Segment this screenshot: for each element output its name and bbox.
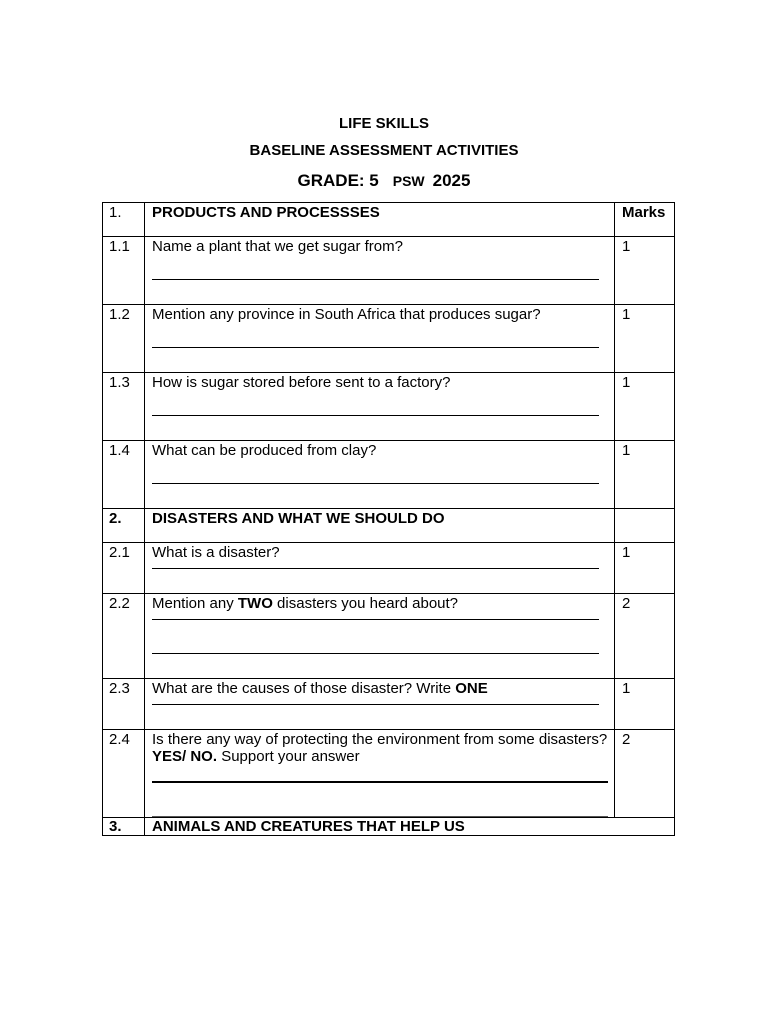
assessment-table bbox=[102, 202, 675, 836]
question-cell bbox=[145, 543, 615, 594]
answer-line[interactable] bbox=[152, 415, 599, 416]
subject-title: LIFE SKILLS bbox=[339, 115, 429, 132]
section-title: ANIMALS AND CREATURES THAT HELP US bbox=[145, 818, 675, 836]
section-header-row bbox=[103, 203, 675, 237]
question-cell bbox=[145, 441, 615, 509]
question-cell bbox=[145, 730, 615, 818]
question-row bbox=[103, 679, 675, 730]
question-cell bbox=[145, 305, 615, 373]
assessment-title: BASELINE ASSESSMENT ACTIVITIES bbox=[249, 142, 519, 159]
question-text: Mention any province in South Africa that produces sugar? bbox=[152, 306, 541, 323]
question-number: 2.4 bbox=[103, 730, 145, 818]
question-row bbox=[103, 730, 675, 818]
marks-header: Marks bbox=[615, 203, 675, 237]
answer-line[interactable] bbox=[152, 781, 608, 783]
answer-line[interactable] bbox=[152, 347, 599, 348]
question-row bbox=[103, 305, 675, 373]
section-title: DISASTERS AND WHAT WE SHOULD DO bbox=[145, 509, 615, 543]
question-marks: 2 bbox=[615, 730, 675, 818]
question-number: 1.2 bbox=[103, 305, 145, 373]
question-number: 2.1 bbox=[103, 543, 145, 594]
grade-line bbox=[0, 171, 768, 191]
section-number: 2. bbox=[103, 509, 145, 543]
question-text: What can be produced from clay? bbox=[152, 442, 377, 459]
answer-line[interactable] bbox=[152, 279, 599, 280]
question-row bbox=[103, 237, 675, 305]
answer-line[interactable] bbox=[152, 483, 599, 484]
section-number: 1. bbox=[103, 203, 145, 237]
psw-label: PSW bbox=[392, 173, 425, 189]
question-row bbox=[103, 543, 675, 594]
answer-line[interactable] bbox=[152, 568, 599, 569]
grade-label: GRADE: 5 bbox=[297, 171, 379, 190]
question-row bbox=[103, 594, 675, 679]
question-text: Name a plant that we get sugar from? bbox=[152, 238, 403, 255]
question-marks: 1 bbox=[615, 373, 675, 441]
question-text: What is a disaster? bbox=[152, 544, 280, 561]
question-number: 1.4 bbox=[103, 441, 145, 509]
question-cell bbox=[145, 237, 615, 305]
answer-line[interactable] bbox=[152, 653, 599, 654]
question-number: 1.1 bbox=[103, 237, 145, 305]
section-title: PRODUCTS AND PROCESSSES bbox=[145, 203, 615, 237]
question-row bbox=[103, 373, 675, 441]
question-marks: 1 bbox=[615, 679, 675, 730]
marks-cell-empty bbox=[615, 509, 675, 543]
question-text: How is sugar stored before sent to a factory? bbox=[152, 374, 451, 391]
answer-line[interactable] bbox=[152, 704, 599, 705]
section-header-row bbox=[103, 818, 675, 836]
question-marks: 1 bbox=[615, 441, 675, 509]
answer-line[interactable] bbox=[152, 619, 599, 620]
question-cell bbox=[145, 679, 615, 730]
question-marks: 1 bbox=[615, 543, 675, 594]
question-marks: 1 bbox=[615, 305, 675, 373]
question-text: What are the causes of those disaster? Write ONE bbox=[152, 680, 488, 697]
section-header-row bbox=[103, 509, 675, 543]
question-cell bbox=[145, 594, 615, 679]
question-cell bbox=[145, 373, 615, 441]
question-row bbox=[103, 441, 675, 509]
question-number: 2.2 bbox=[103, 594, 145, 679]
section-number: 3. bbox=[103, 818, 145, 836]
year-label: 2025 bbox=[432, 171, 471, 190]
question-text: Is there any way of protecting the environment from some disasters? YES/ NO. Support your answer bbox=[152, 731, 608, 765]
question-marks: 1 bbox=[615, 237, 675, 305]
question-number: 1.3 bbox=[103, 373, 145, 441]
question-text: Mention any TWO disasters you heard about? bbox=[152, 595, 459, 612]
question-number: 2.3 bbox=[103, 679, 145, 730]
question-marks: 2 bbox=[615, 594, 675, 679]
